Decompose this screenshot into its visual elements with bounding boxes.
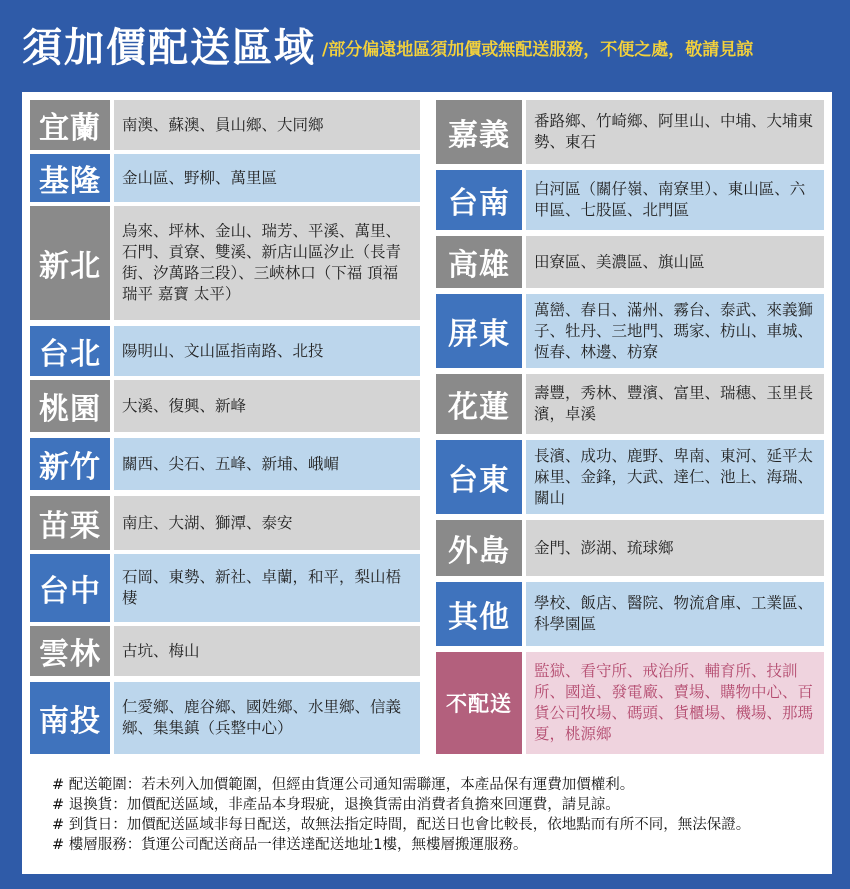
page-title: 須加價配送區域 xyxy=(22,25,316,71)
region-areas: 學校、飯店、醫院、物流倉庫、工業區、科學園區 xyxy=(526,582,824,646)
region-row-yunlin xyxy=(30,626,420,676)
region-name: 新北 xyxy=(30,206,110,320)
region-areas: 仁愛鄉、鹿谷鄉、國姓鄉、水里鄉、信義鄉、集集鎮（兵整中心） xyxy=(114,682,420,754)
region-areas: 金山區、野柳、萬里區 xyxy=(114,154,420,202)
region-areas: 關西、尖石、五峰、新埔、峨嵋 xyxy=(114,438,420,490)
region-row-yilan xyxy=(30,100,420,150)
note-returns: # 退換貨：加價配送區域，非產品本身瑕疵，退換貨需由消費者負擔來回運費，請見諒。 xyxy=(52,797,620,813)
region-row-pingtung xyxy=(436,294,824,368)
region-name: 花蓮 xyxy=(436,374,522,434)
region-name: 桃園 xyxy=(30,380,110,432)
region-name: 其他 xyxy=(436,582,522,646)
region-areas: 大溪、復興、新峰 xyxy=(114,380,420,432)
region-row-keelung xyxy=(30,154,420,202)
page-subtitle: /部分偏遠地區須加價或無配送服務，不便之處，敬請見諒 xyxy=(322,40,754,60)
region-areas: 長濱、成功、鹿野、卑南、東河、延平太麻里、金鋒，大武、達仁、池上、海瑞、關山 xyxy=(526,440,824,514)
region-name: 台中 xyxy=(30,554,110,622)
notes xyxy=(52,775,822,855)
no-delivery-label: 不配送 xyxy=(436,652,522,754)
region-row-nantou xyxy=(30,682,420,754)
region-name: 外島 xyxy=(436,520,522,576)
region-areas: 金門、澎湖、琉球鄉 xyxy=(526,520,824,576)
region-areas: 白河區（關仔嶺、南寮里）、東山區、六甲區、七股區、北門區 xyxy=(526,170,824,230)
region-name: 南投 xyxy=(30,682,110,754)
region-name: 台北 xyxy=(30,326,110,376)
note-delivery-scope: # 配送範圍：若未列入加價範圍，但經由貨運公司通知需聯運，本產品保有運費加價權利。 xyxy=(52,777,635,793)
region-row-chiayi xyxy=(436,100,824,164)
region-row-taitung xyxy=(436,440,824,514)
region-areas: 陽明山、文山區指南路、北投 xyxy=(114,326,420,376)
region-row-hualien xyxy=(436,374,824,434)
region-row-outlying-islands xyxy=(436,520,824,576)
region-row-taipei xyxy=(30,326,420,376)
region-row-taoyuan xyxy=(30,380,420,432)
region-areas: 南庄、大湖、獅潭、泰安 xyxy=(114,496,420,550)
region-row-no-delivery xyxy=(436,652,824,754)
note-floor-service: # 樓層服務：貨運公司配送商品一律送達配送地址1樓，無樓層搬運服務。 xyxy=(52,837,528,853)
region-areas: 番路鄉、竹崎鄉、阿里山、中埔、大埔東勢、東石 xyxy=(526,100,824,164)
region-row-hsinchu xyxy=(30,438,420,490)
region-row-taichung xyxy=(30,554,420,622)
no-delivery-areas: 監獄、看守所、戒治所、輔育所、技訓所、國道、發電廠、賣場、購物中心、百貨公司牧場、碼頭、貨櫃場、機場、那瑪夏，桃源鄉 xyxy=(526,652,824,754)
header xyxy=(0,0,850,90)
region-name: 新竹 xyxy=(30,438,110,490)
region-name: 宜蘭 xyxy=(30,100,110,150)
region-areas: 石岡、東勢、新社、卓蘭，和平，梨山梧棲 xyxy=(114,554,420,622)
region-row-others xyxy=(436,582,824,646)
region-name: 屏東 xyxy=(436,294,522,368)
region-areas: 烏來、坪林、金山、瑞芳、平溪、萬里、石門、貢寮、雙溪、新店山區汐止（長青街、汐萬路三段）、三峽林口（下福 頂福 瑞平 嘉寶 太平） xyxy=(114,206,420,320)
region-name: 雲林 xyxy=(30,626,110,676)
region-row-kaohsiung xyxy=(436,236,824,288)
region-areas: 南澳、蘇澳、員山鄉、大同鄉 xyxy=(114,100,420,150)
content-panel xyxy=(22,92,832,874)
region-areas: 古坑、梅山 xyxy=(114,626,420,676)
region-areas: 田寮區、美濃區、旗山區 xyxy=(526,236,824,288)
region-name: 台東 xyxy=(436,440,522,514)
region-row-new-taipei xyxy=(30,206,420,320)
region-name: 苗栗 xyxy=(30,496,110,550)
region-name: 高雄 xyxy=(436,236,522,288)
region-areas: 萬巒、春日、滿州、霧台、泰武、來義獅子、牡丹、三地門、瑪家、枋山、車城、恆春、林邊、枋寮 xyxy=(526,294,824,368)
region-name: 基隆 xyxy=(30,154,110,202)
region-name: 台南 xyxy=(436,170,522,230)
region-name: 嘉義 xyxy=(436,100,522,164)
region-areas: 壽豐，秀林、豐濱、富里、瑞穗、玉里長濱，卓溪 xyxy=(526,374,824,434)
region-row-tainan xyxy=(436,170,824,230)
region-row-miaoli xyxy=(30,496,420,550)
note-arrival-date: # 到貨日：加價配送區域非每日配送，故無法指定時間，配送日也會比較長，依地點而有所不同，無法保證。 xyxy=(52,817,751,833)
